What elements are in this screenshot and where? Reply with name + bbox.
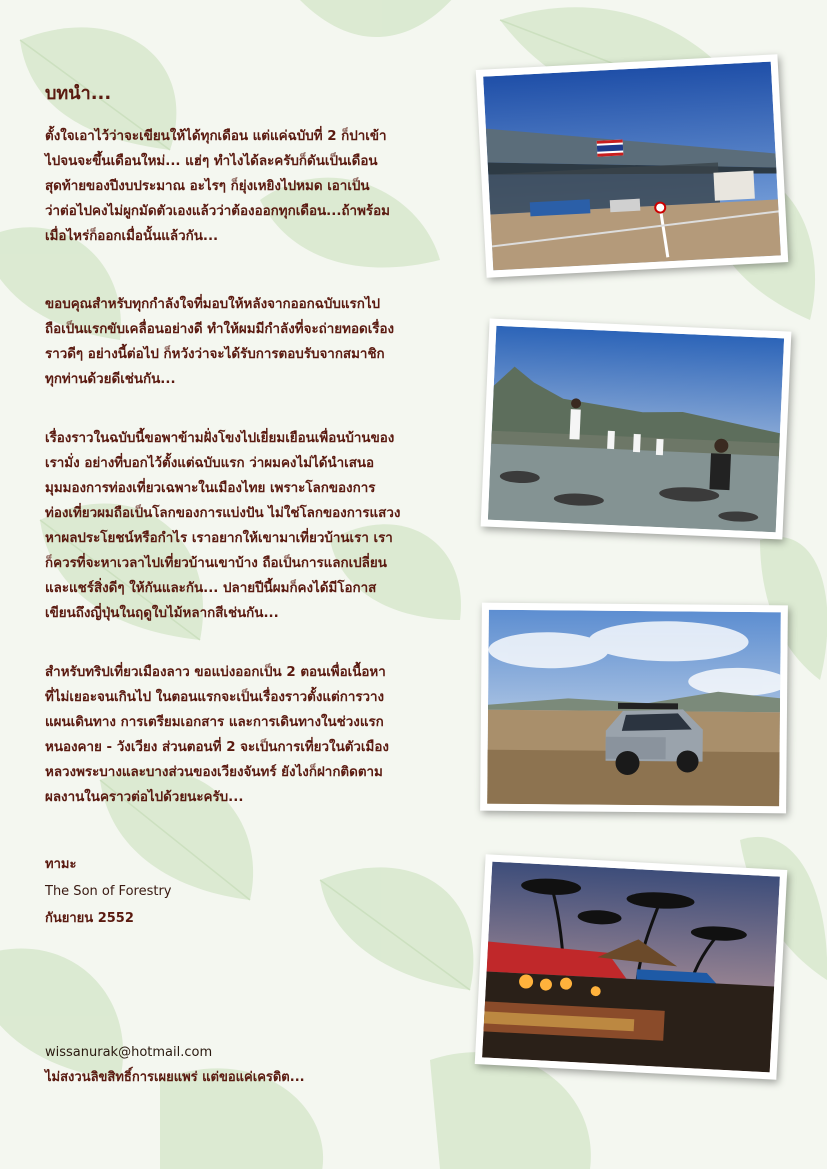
text-line: ถือเป็นแรกขับเคลื่อนอย่างดี ทำให้ผมมีกำลังที่จะถ่ายทอดเรื่อง xyxy=(45,322,395,337)
night-market-image xyxy=(482,862,780,1073)
text-line: ทุกท่านด้วยดีเช่นกัน... xyxy=(45,372,176,387)
suv-field-image xyxy=(487,610,781,807)
author-email[interactable]: wissanurak@hotmail.com xyxy=(45,1045,213,1060)
text-line: เมื่อไหร่ก็ออกเมื่อนั้นแล้วกัน... xyxy=(45,229,219,244)
paragraph-story xyxy=(45,426,475,626)
author-alias: The Son of Forestry xyxy=(45,884,172,899)
text-line: เรื่องราวในฉบับนี้ขอพาข้ามฝั่งโขงไปเยี่ยมเยือนเพื่อนบ้านของ xyxy=(45,431,395,446)
suv-field-photo xyxy=(480,603,788,814)
text-line: ราวดีๆ อย่างนี้ต่อไป ก็หวังว่าจะได้รับการตอบรับจากสมาชิก xyxy=(45,347,385,362)
text-line: ว่าต่อไปคงไม่ผูกมัดตัวเองแล้วว่าต้องออกทุกเดือน...ถ้าพร้อม xyxy=(45,204,390,219)
text-line: สุดท้ายของปีงบประมาณ อะไรๆ ก็ยุ่งเหยิงไปหมด เอาเป็น xyxy=(45,179,370,194)
night-market-photo xyxy=(475,854,788,1080)
text-line: หนองคาย - วังเวียง ส่วนตอนที่ 2 จะเป็นการเที่ยวในตัวเมือง xyxy=(45,740,389,755)
text-line: ที่ไม่เยอะจนเกินไป ในตอนแรกจะเป็นเรื่องราวตั้งแต่การวาง xyxy=(45,690,385,705)
signature-block xyxy=(45,851,171,932)
text-line: เรามั่ง อย่างที่บอกไว้ตั้งแต่ฉบับแรก ว่าผมคงไม่ได้นำเสนอ xyxy=(45,456,375,471)
author-name: ทามะ xyxy=(45,857,77,872)
text-line: สำหรับทริปเที่ยวเมืองลาว ขอแบ่งออกเป็น 2 ตอนเพื่อเนื้อหา xyxy=(45,665,386,680)
text-line: มุมมองการท่องเที่ยวเฉพาะในเมืองไทย เพราะโลกของการ xyxy=(45,481,376,496)
text-line: และแชร์สิ่งดีๆ ให้กันและกัน... ปลายปีนี้ผมก็คงได้มีโอกาส xyxy=(45,581,377,596)
text-line: หลวงพระบางและบางส่วนของเวียงจันทร์ ยังไงก็ฝากติดตาม xyxy=(45,765,383,780)
text-line: แผนเดินทาง การเตรียมเอกสาร และการเดินทางในช่วงแรก xyxy=(45,715,384,730)
border-checkpoint-image xyxy=(483,62,781,271)
copyright-note: ไม่สงวนลิขสิทธิ์การเผยแพร่ แต่ขอแค่เครดิต... xyxy=(45,1070,305,1085)
text-line: ไปจนจะขึ้นเดือนใหม่... แฮ่ๆ ทำไงได้ละครับก็ดันเป็นเดือน xyxy=(45,154,378,169)
text-line: ขอบคุณสำหรับทุกกำลังใจที่มอบให้หลังจากออกฉบับแรกไป xyxy=(45,297,381,312)
text-line: ตั้งใจเอาไว้ว่าจะเขียนให้ได้ทุกเดือน แต่แค่ฉบับที่ 2 ก็ปาเข้า xyxy=(45,129,387,144)
text-line: ท่องเที่ยวผมถือเป็นโลกของการแบ่งปัน ไม่ใช่โลกของการแสวง xyxy=(45,506,401,521)
river-group-image xyxy=(488,326,784,532)
text-line: ก็ควรที่จะหาเวลาไปเที่ยวบ้านเขาบ้าง ถือเป็นการแลกเปลี่ยน xyxy=(45,556,387,571)
border-checkpoint-photo xyxy=(476,54,788,278)
text-line: ผลงานในคราวต่อไปด้วยนะครับ... xyxy=(45,790,244,805)
text-line: หาผลประโยชน์หรือกำไร เราอยากให้เขามาเที่ยวบ้านเรา เรา xyxy=(45,531,393,546)
paragraph-intro xyxy=(45,124,475,249)
paragraph-trip xyxy=(45,660,475,810)
footer xyxy=(45,1040,305,1090)
publish-date: กันยายน 2552 xyxy=(45,911,134,926)
paragraph-thanks xyxy=(45,292,475,392)
river-group-photo xyxy=(481,319,792,540)
article-heading: บทนำ... xyxy=(45,83,112,104)
text-line: เขียนถึงญี่ปุ่นในฤดูใบไม้หลากสีเช่นกัน... xyxy=(45,606,279,621)
